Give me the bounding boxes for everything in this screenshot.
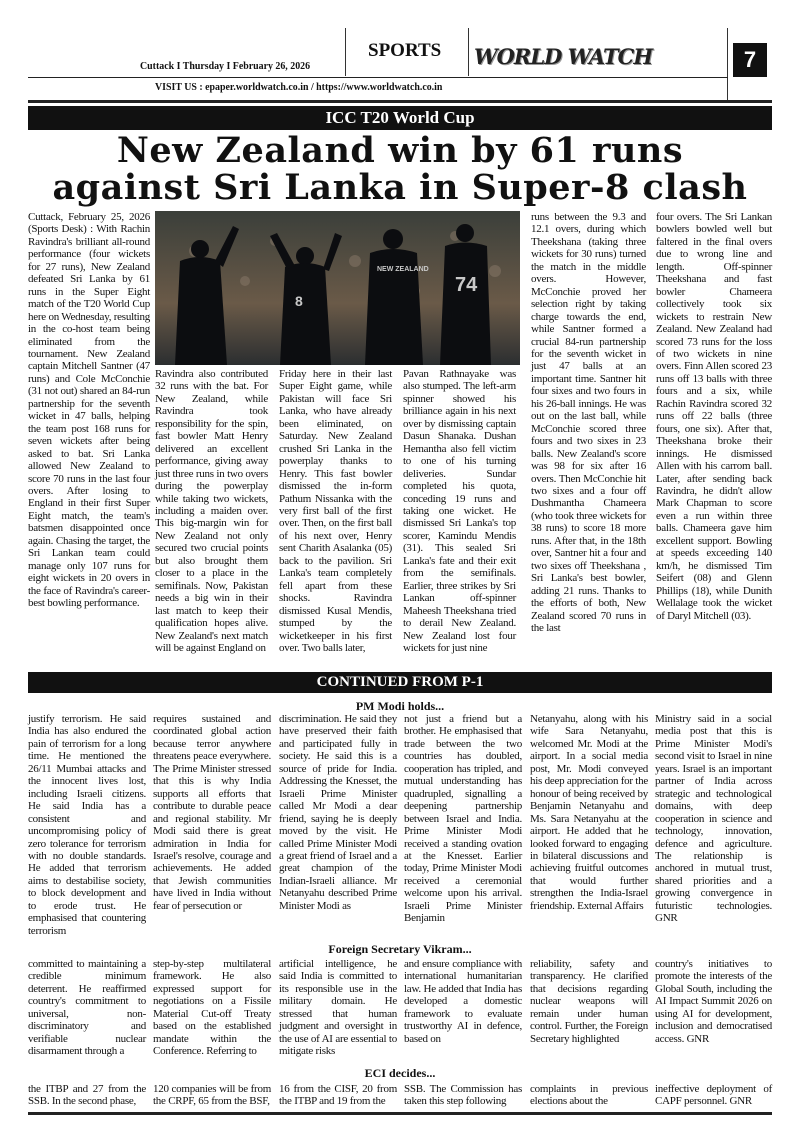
divider xyxy=(727,28,728,100)
kicker-banner: ICC T20 World Cup xyxy=(28,106,772,130)
article-column: committed to maintaining a credible minimum deterrent. He reaffirmed country's commitment to universal, non-discriminatory and verifiable nuclear disarmament through a xyxy=(28,958,146,1058)
article-column: Cuttack, February 25, 2026 (Sports Desk) : With Rachin Ravindra's brilliant all-round performance (four wickets for 27 runs), New Zealand defeated Sri Lanka by 61 runs in the Super Eight match of the T20 World Cup here on Wednesday, resulting in the co-host team being eliminated from the tournament. New Zealand captain Mitchell Santner (47 runs) and Cole McConchie (31 not out) shared an 84-run partnership for the seventh wicket in 47 balls, helping the team post 168 runs for seven wickets after being asked to bat. Sri Lanka allowed New Zealand to score 70 runs in the last four overs. After losing to England in their first Super Eight match, the team's batsmen disappointed once again. Chasing the target, the Sri Lankan team could manage only 107 runs for eight wickets in 20 overs in the face of Ravindra's career-best bowling performance. xyxy=(28,211,150,610)
article-column: requires sustained and coordinated global action because terror anywhere threatens peace everywhere. The Prime Minister stressed that this is why India supports all efforts that contribute to durable peace and regional stability. Mr Modi said there is great admiration in India for Israel's resolve, courage and achievements. He added that Jewish communities have lived in India without fear of persecution or xyxy=(153,713,271,912)
page-number: 7 xyxy=(733,43,767,77)
svg-text:8: 8 xyxy=(295,293,303,309)
article-column: Pavan Rathnayake was also stumped. The left-arm spinner showed his brilliance again in his next over by dismissing captain Dasun Shanaka. Dushan Hemantha also fell victim to one of his turning deliveries. Sundar completed his quota, conceding 19 runs and taking one wicket. He dismissed Sri Lanka's top scorer, Kamindu Mendis (31). This sealed Sri Lanka's fate and their exit from the semifinals. Earlier, three strikes by Sri Lankan off-spinner Maheesh Theekshana tried to derail New Zealand. New Zealand lost four wickets for just nine xyxy=(403,368,516,654)
dateline: Cuttack I Thursday I February 26, 2026 xyxy=(140,60,311,72)
article-column: 16 from the CISF, 20 from the ITBP and 19 from the xyxy=(279,1083,397,1108)
match-photo xyxy=(155,211,520,365)
article-column: ineffective deployment of CAPF personnel. GNR xyxy=(655,1083,772,1108)
article-column: complaints in previous elections about the xyxy=(530,1083,648,1108)
article-column: Ministry said in a social media post that this is Prime Minister Modi's second visit to Israel in nine years. Israel is an important partner of India across strategic and technological domains, with deep cooperation in science and technology, innovation, defence and agriculture. The relationship is anchored in mutual trust, shared priorities and a growing convergence in futuristic technologies. GNR xyxy=(655,713,772,925)
article-column: the ITBP and 27 from the SSB. In the second phase, xyxy=(28,1083,146,1108)
divider xyxy=(28,77,728,78)
continued-banner: CONTINUED FROM P-1 xyxy=(28,672,772,693)
article-column: country's initiatives to promote the interests of the Global South, including the AI Impact Summit 2026 on using AI for development, inclusion and democratised access. GNR xyxy=(655,958,772,1045)
subhead-foreign-secretary: Foreign Secretary Vikram... xyxy=(328,942,472,956)
divider xyxy=(468,28,469,76)
article-column: step-by-step multilateral framework. He also expressed support for negotiations on a Fissile Material Cut-off Treaty based on the established mandate within the Conference. Referring to xyxy=(153,958,271,1058)
article-column: discrimination. He said they have preserved their faith and participated fully in society. He said this is a source of pride for India. Addressing the Knesset, the Israeli Prime Minister called Mr Modi a dear friend, saying he is deeply moved by the visit. He called Prime Minister Modi a great friend of Israel and a great champion of the Indian-Israeli alliance. Mr Netanyahu described Prime Minister Modi as xyxy=(279,713,397,912)
article-column: and ensure compliance with international humanitarian law. He added that India has developed a domestic framework to evaluate trustworthy AI in defence, based on xyxy=(404,958,522,1045)
article-column: four overs. The Sri Lankan bowlers bowled well but faltered in the final overs due to wrong line and length. Off-spinner Theekshana and fast bowler Chameera collectively took six wickets to restrain New Zealand. New Zealand had scored 73 runs for the loss of two wickets in nine overs. Finn Allen scored 23 runs off 13 balls with three fours and a six, while Rachin Ravindra scored 32 runs off 22 balls (three fours, one six). After that, Theekshana broke their innings. He dismissed Allen with his carrom ball. Later, after sending back Ravindra, he didn't allow Mark Chapman to score even a run within three balls. Chameera gave him excellent support. Bowling at speeds exceeding 140 km/h, he dismissed Tim Seifert (08) and Glenn Phillips (18), while Dunith Wellalage took the wicket of Daryl Mitchell (03). xyxy=(656,211,772,622)
headline-line: New Zealand win by 61 runs xyxy=(116,130,684,171)
world-watch-logo: WORLD WATCH xyxy=(474,44,653,69)
visit-links[interactable]: VISIT US : epaper.worldwatch.co.in / https://www.worldwatch.co.in xyxy=(155,81,443,93)
article-column: reliability, safety and transparency. He clarified that decisions regarding nuclear weapons will remain under human control. Further, the Foreign Secretary highlighted xyxy=(530,958,648,1045)
svg-text:NEW ZEALAND: NEW ZEALAND xyxy=(377,266,429,273)
article-column: runs between the 9.3 and 12.1 overs, during which Theekshana (taking three wickets for 30 runs) turned the match in the middle overs. However, McConchie proved her selection right by taking charge towards the end, while Santner formed a crucial 84-run partnership for the seventh wicket in just 47 balls at an important time. Santner hit four sixes and two fours in his 26-ball innings. He was out on the last ball, while McConchie scored three fours and two sixes in 23 balls. New Zealand's score was 98 for six after 16 overs. Then McConchie hit two sixes and a four off Dushmantha Chameera (who took three wickets for 38 runs) to score 18 more runs. After that, in the 18th over, Santner hit a four and two sixes off Theekshana , Sri Lanka's best bowler, adding 21 runs. Thanks to the efforts of both, New Zealand scored 70 runs in the last xyxy=(531,211,646,634)
article-column: Netanyahu, along with his wife Sara Netanyahu, welcomed Mr. Modi at the airport. In a social media post, Mr. Modi conveyed his deep appreciation for the honour of being received by Benjamin Netanyahu and Ms. Sara Netanyahu at the airport. He added that he looked forward to engaging in bilateral discussions and achieving fruitful outcomes that would further strengthen the India-Israel friendship. External Affairs xyxy=(530,713,648,912)
divider xyxy=(345,28,346,76)
article-column: artificial intelligence, he said India is committed to its responsible use in the military domain. He stressed that human judgment and oversight in the use of AI are essential to mitigate risks xyxy=(279,958,397,1058)
article-column: justify terrorism. He said India has also endured the pain of terrorism for a long time. He mentioned the 26/11 Mumbai attacks and the innocent lives lost, including Israeli citizens. He said India has a consistent and uncompromising policy of zero tolerance for terrorism with no double standards. He added that terrorism aims to destabilise society, to block development and to erode trust. He emphasised that countering terrorism xyxy=(28,713,146,937)
subhead-pm-modi: PM Modi holds... xyxy=(355,699,445,713)
bottom-rule xyxy=(28,1112,772,1115)
headline xyxy=(20,132,780,206)
article-column: Ravindra also contributed 32 runs with the bat. For New Zealand, while Ravindra took responsibility for the spin, fast bowler Matt Henry delivered an excellent performance, giving away just three runs in two overs during the powerplay while taking two wickets, including a maiden over. This big-margin win for New Zealand not only secured two crucial points but also brought them closer to a place in the semifinals. Now, Pakistan needs a big win in their last match to keep their qualification hopes alive. New Zealand's next match will be against England on xyxy=(155,368,268,654)
section-title: SPORTS xyxy=(368,40,442,61)
headline-line: against Sri Lanka in Super-8 clash xyxy=(52,167,748,208)
article-column: 120 companies will be from the CRPF, 65 from the BSF, xyxy=(153,1083,271,1108)
svg-text:74: 74 xyxy=(455,274,478,296)
article-column: not just a friend but a brother. He emphasised that trade between the two countries has doubled, cooperation has tripled, and mutual understanding has quadrupled, signalling a deepening partnership between Israel and India. Prime Minister Modi received a standing ovation at the Knesset. Earlier today, Prime Minister Modi received a ceremonial welcome upon his arrival. Israeli Prime Minister Benjamin xyxy=(404,713,522,925)
masthead-rule xyxy=(28,100,772,103)
article-column: Friday here in their last Super Eight game, while Pakistan will face Sri Lanka, who have already been eliminated, on Saturday. New Zealand crushed Sri Lanka in the powerplay thanks to Henry. This fast bowler dismissed the in-form Pathum Nissanka with the very first ball of the first over. Then, on the first ball of his next over, Henry sent Charith Asalanka (05) back to the pavilion. Sri Lanka's team completely fell apart from these shocks. Ravindra dismissed Kusal Mendis, stumped by the wicketkeeper in his first over. Two balls later, xyxy=(279,368,392,654)
subhead-eci: ECI decides... xyxy=(364,1066,436,1080)
article-column: SSB. The Commission has taken this step following xyxy=(404,1083,522,1108)
